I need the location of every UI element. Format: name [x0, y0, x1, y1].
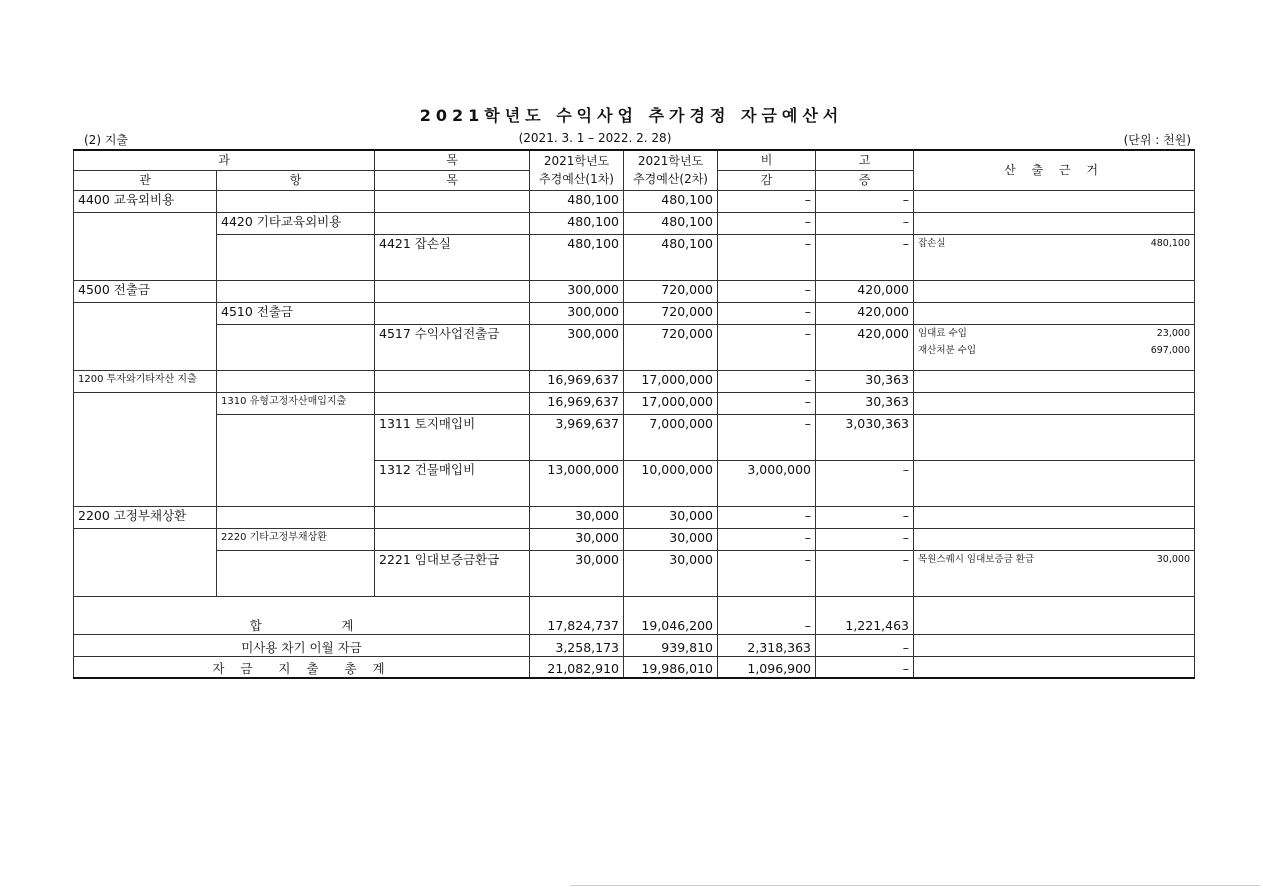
cell-budget-first: 300,000: [530, 302, 624, 324]
cell-hang-empty: [217, 234, 375, 280]
header-gwa: 과: [74, 150, 375, 170]
cell-mok: [375, 506, 530, 528]
table-row: [74, 550, 1195, 596]
cell-decrease: –: [718, 370, 816, 392]
cell-mok: 2221 임대보증금환급: [375, 550, 530, 596]
cell-hang-empty: [217, 324, 375, 370]
basis-note-amount: 480,100: [1150, 237, 1190, 249]
basis-note-label: 목원스퀘시 임대보증금 환급: [918, 553, 1035, 565]
cell-budget-first: 480,100: [530, 234, 624, 280]
cell-mok: [375, 280, 530, 302]
header-increase: 증: [816, 170, 914, 190]
total-row: [74, 634, 1195, 656]
cell-budget-second: 480,100: [624, 234, 718, 280]
cell-basis: [914, 324, 1195, 370]
cell-increase: 30,363: [816, 370, 914, 392]
cell-budget-second: 720,000: [624, 280, 718, 302]
basis-note-amount: 697,000: [1150, 344, 1190, 356]
cell-gwan: 1200 투자와기타자산 지출: [74, 370, 217, 392]
header-row-1: [74, 150, 1195, 170]
cell-decrease: 3,000,000: [718, 460, 816, 506]
basis-note: [918, 235, 1190, 252]
section-label: (2) 지출: [84, 133, 128, 147]
header-mok-top: 목: [375, 150, 530, 170]
cell-basis: [914, 234, 1195, 280]
cell-gwan-empty: [74, 212, 217, 280]
cell-decrease: –: [718, 414, 816, 460]
cell-decrease: –: [718, 280, 816, 302]
cell-decrease: –: [718, 528, 816, 550]
cell-basis: [914, 550, 1195, 596]
total-row: [74, 596, 1195, 634]
basis-note: [918, 325, 1190, 342]
cell-mok: [375, 190, 530, 212]
table-row: [74, 414, 1195, 460]
table-row: [74, 370, 1195, 392]
cell-mok: [375, 302, 530, 324]
budget-table: [73, 149, 1195, 679]
cell-mok: [375, 212, 530, 234]
cell-basis: [914, 506, 1195, 528]
cell-budget-second: 10,000,000: [624, 460, 718, 506]
cell-budget-second: 480,100: [624, 212, 718, 234]
cell-basis: [914, 190, 1195, 212]
cell-budget-second: 720,000: [624, 324, 718, 370]
cell-decrease: –: [718, 392, 816, 414]
total-row: [74, 656, 1195, 678]
basis-note-label: 잡손실: [918, 237, 946, 249]
basis-note-amount: 30,000: [1156, 553, 1190, 565]
cell-budget-second: 30,000: [624, 506, 718, 528]
cell-hang: 4510 전출금: [217, 302, 375, 324]
basis-note-amount: 23,000: [1156, 327, 1190, 339]
cell-hang: 4420 기타교육외비용: [217, 212, 375, 234]
fiscal-period: (2021. 3. 1 – 2022. 2. 28): [518, 131, 672, 145]
cell-hang-empty: [217, 550, 375, 596]
header-second-budget: 2021학년도 추경예산(2차): [624, 150, 718, 190]
cell-budget-second: 720,000: [624, 302, 718, 324]
header-hang: 항: [217, 170, 375, 190]
cell-basis: [914, 302, 1195, 324]
cell-gwan-empty: [74, 302, 217, 370]
cell-gwan: 4500 전출금: [74, 280, 217, 302]
total-dec: –: [718, 596, 816, 634]
cell-mok: [375, 370, 530, 392]
cell-gwan: 4400 교육외비용: [74, 190, 217, 212]
cell-hang: 2220 기타고정부채상환: [217, 528, 375, 550]
cell-increase: –: [816, 550, 914, 596]
cell-decrease: –: [718, 190, 816, 212]
cell-mok: 1311 토지매입비: [375, 414, 530, 460]
total-v1: 21,082,910: [530, 656, 624, 678]
cell-increase: 420,000: [816, 324, 914, 370]
cell-basis: [914, 280, 1195, 302]
table-row: [74, 234, 1195, 280]
cell-budget-first: 16,969,637: [530, 370, 624, 392]
cell-increase: –: [816, 190, 914, 212]
cell-hang-empty: [217, 506, 375, 528]
total-label: 자 금 지 출 총 계: [74, 656, 530, 678]
cell-budget-second: 30,000: [624, 528, 718, 550]
cell-hang: 1310 유형고정자산매입지출: [217, 392, 375, 414]
cell-mok: [375, 528, 530, 550]
scan-edge: [570, 885, 1260, 886]
total-v2: 19,986,010: [624, 656, 718, 678]
table-row: [74, 190, 1195, 212]
table-row: [74, 528, 1195, 550]
cell-budget-first: 300,000: [530, 324, 624, 370]
cell-budget-first: 480,100: [530, 212, 624, 234]
table-row: [74, 506, 1195, 528]
basis-note: [918, 551, 1190, 568]
cell-decrease: –: [718, 550, 816, 596]
total-label: 미사용 차기 이월 자금: [74, 634, 530, 656]
cell-budget-first: 300,000: [530, 280, 624, 302]
cell-decrease: –: [718, 234, 816, 280]
header-go: 고: [816, 150, 914, 170]
total-inc: 1,221,463: [816, 596, 914, 634]
cell-increase: –: [816, 234, 914, 280]
cell-hang-empty: [217, 280, 375, 302]
cell-hang-empty: [217, 414, 375, 506]
cell-budget-first: 480,100: [530, 190, 624, 212]
cell-increase: –: [816, 528, 914, 550]
total-basis: [914, 634, 1195, 656]
total-dec: 1,096,900: [718, 656, 816, 678]
cell-budget-first: 3,969,637: [530, 414, 624, 460]
basis-note-label: 재산처분 수입: [918, 344, 977, 356]
cell-basis: [914, 370, 1195, 392]
document-title: 2021학년도 수익사업 추가경정 자금예산서: [419, 106, 844, 125]
header-basis: 산 출 근 거: [914, 150, 1195, 190]
cell-budget-second: 17,000,000: [624, 370, 718, 392]
cell-mok: 4421 잡손실: [375, 234, 530, 280]
total-basis: [914, 596, 1195, 634]
cell-budget-first: 30,000: [530, 506, 624, 528]
cell-hang-empty: [217, 370, 375, 392]
table-row: [74, 324, 1195, 370]
cell-gwan: 2200 고정부채상환: [74, 506, 217, 528]
basis-note: [918, 342, 1190, 359]
cell-hang-empty: [217, 190, 375, 212]
cell-basis: [914, 528, 1195, 550]
table-row: [74, 212, 1195, 234]
cell-increase: –: [816, 506, 914, 528]
header-mok: 목: [375, 170, 530, 190]
header-bi: 비: [718, 150, 816, 170]
total-v2: 939,810: [624, 634, 718, 656]
cell-mok: 4517 수익사업전출금: [375, 324, 530, 370]
cell-budget-first: 13,000,000: [530, 460, 624, 506]
cell-increase: 420,000: [816, 280, 914, 302]
cell-mok: [375, 392, 530, 414]
header-gwan: 관: [74, 170, 217, 190]
cell-increase: –: [816, 460, 914, 506]
cell-basis: [914, 414, 1195, 460]
header-first-budget: 2021학년도 추경예산(1차): [530, 150, 624, 190]
total-v2: 19,046,200: [624, 596, 718, 634]
cell-budget-first: 16,969,637: [530, 392, 624, 414]
cell-decrease: –: [718, 302, 816, 324]
cell-decrease: –: [718, 212, 816, 234]
total-basis: [914, 656, 1195, 678]
cell-budget-second: 7,000,000: [624, 414, 718, 460]
cell-budget-second: 480,100: [624, 190, 718, 212]
cell-budget-first: 30,000: [530, 550, 624, 596]
total-inc: –: [816, 656, 914, 678]
table-row: [74, 280, 1195, 302]
total-v1: 3,258,173: [530, 634, 624, 656]
cell-basis: [914, 460, 1195, 506]
cell-increase: 420,000: [816, 302, 914, 324]
total-inc: –: [816, 634, 914, 656]
table-row: [74, 392, 1195, 414]
cell-budget-second: 30,000: [624, 550, 718, 596]
cell-decrease: –: [718, 324, 816, 370]
cell-basis: [914, 392, 1195, 414]
table-row: [74, 302, 1195, 324]
cell-increase: 30,363: [816, 392, 914, 414]
cell-increase: 3,030,363: [816, 414, 914, 460]
total-v1: 17,824,737: [530, 596, 624, 634]
cell-increase: –: [816, 212, 914, 234]
cell-gwan-empty: [74, 528, 217, 596]
cell-decrease: –: [718, 506, 816, 528]
header-decrease: 감: [718, 170, 816, 190]
cell-gwan-empty: [74, 392, 217, 506]
basis-note-label: 임대료 수입: [918, 327, 967, 339]
total-dec: 2,318,363: [718, 634, 816, 656]
cell-budget-first: 30,000: [530, 528, 624, 550]
cell-mok: 1312 건물매입비: [375, 460, 530, 506]
unit-label: (단위 : 천원): [1123, 133, 1191, 147]
cell-budget-second: 17,000,000: [624, 392, 718, 414]
cell-basis: [914, 212, 1195, 234]
total-label: 합 계: [74, 596, 530, 634]
